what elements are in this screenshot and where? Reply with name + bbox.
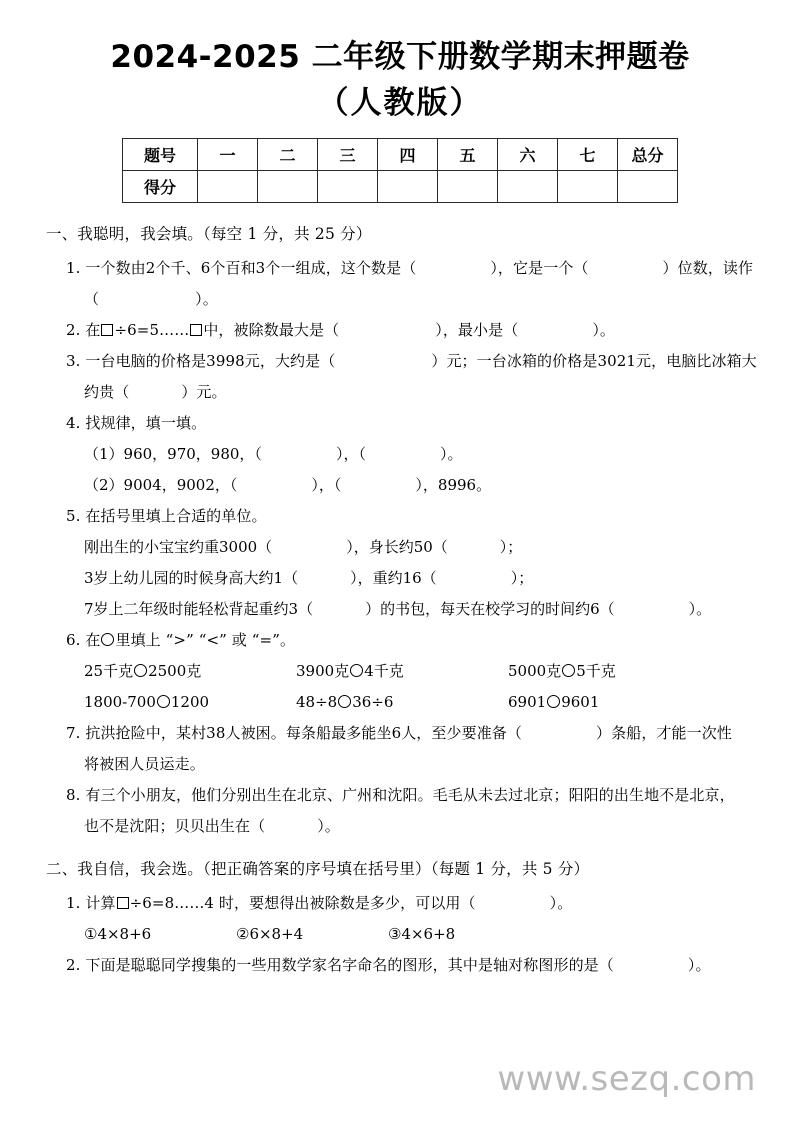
score-table-col-total: 总分 (618, 139, 678, 171)
question-1-1-line2 (84, 284, 764, 315)
compare-item (508, 656, 720, 687)
question-2-1-text-a: 1. 计算 (66, 894, 116, 912)
section-heading-2: 二、我自信，我会选。（把正确答案的序号填在括号里）（每题 1 分，共 5 分） (46, 860, 590, 878)
question-1-2-text-d: ），最小是（ (435, 321, 519, 339)
table-row-question-numbers (123, 139, 678, 171)
score-table-container (0, 138, 800, 203)
compare-left: 5000克 (508, 662, 562, 680)
empty-circle-icon[interactable] (350, 664, 363, 677)
score-cell-6[interactable] (498, 171, 558, 203)
question-1-4 (66, 408, 764, 439)
empty-box-icon (101, 324, 113, 336)
title-line-2: （人教版） (317, 85, 483, 121)
compare-right: 2500克 (148, 662, 202, 680)
question-1-2-text-e: ）。 (592, 321, 616, 339)
exam-content (0, 221, 800, 981)
question-1-6 (66, 625, 764, 656)
question-1-5-sub1-a: 刚出生的小宝宝约重3000（ (84, 538, 273, 556)
score-table-col-2: 二 (258, 139, 318, 171)
question-1-2-text-b: ÷6=5…… (114, 321, 190, 339)
question-1-4-sub1-b: ），（ (335, 445, 366, 463)
question-1-1 (66, 253, 764, 315)
compare-item (84, 687, 296, 718)
compare-right: 1200 (170, 693, 210, 711)
question-2-1-text-c: ）。 (549, 894, 573, 912)
compare-item (508, 687, 720, 718)
question-1-7-text-b: ）条船，才能一次性 (596, 724, 732, 742)
score-cell-1[interactable] (198, 171, 258, 203)
compare-item (296, 687, 508, 718)
score-table (122, 138, 678, 203)
question-1-4-sub1-a: （1）960，970，980，（ (84, 445, 262, 463)
empty-circle-icon[interactable] (157, 695, 170, 708)
choice-option-1[interactable]: ①4×8+6 (84, 925, 152, 943)
compare-item (84, 656, 296, 687)
question-1-6-row-2 (84, 687, 764, 718)
question-1-1-text-d: （ (84, 290, 100, 308)
question-1-2-text-a: 2. 在 (66, 321, 101, 339)
question-1-6-row-1 (84, 656, 764, 687)
question-2-2-text-b: ）。 (687, 956, 711, 974)
question-2-2 (66, 950, 764, 981)
question-2-1-choices (84, 919, 764, 950)
question-1-4-heading: 4. 找规律，填一填。 (66, 414, 207, 432)
question-1-3-text-d: ）元。 (181, 383, 227, 401)
page-title (0, 0, 800, 126)
question-1-5-sub1-b: ），身长约50（ (346, 538, 448, 556)
question-1-1-text-b: ），它是一个（ (490, 259, 589, 277)
question-1-3-text-a: 3. 一台电脑的价格是3998元，大约是（ (66, 352, 336, 370)
score-table-row-label-score: 得分 (123, 171, 198, 203)
title-line-1: 2024-2025 二年级下册数学期末押题卷 (110, 39, 690, 75)
question-1-7 (66, 718, 764, 780)
question-1-4-sub1-c: ）。 (439, 445, 463, 463)
choice-option-2[interactable]: ②6×8+4 (236, 925, 304, 943)
question-1-3-line2 (84, 377, 764, 408)
compare-right: 5千克 (576, 662, 616, 680)
question-1-5-sub-3 (84, 594, 764, 625)
score-table-col-4: 四 (378, 139, 438, 171)
question-1-4-sub2-c: ），8996。 (415, 476, 492, 494)
question-1-5-sub-1 (84, 532, 764, 563)
question-1-8 (66, 780, 764, 842)
table-row-scores (123, 171, 678, 203)
score-cell-7[interactable] (558, 171, 618, 203)
question-1-5-sub3-c: ）。 (688, 600, 712, 618)
score-table-col-6: 六 (498, 139, 558, 171)
question-1-8-text-b: 也不是沈阳；贝贝出生在（ (84, 817, 266, 835)
score-cell-3[interactable] (318, 171, 378, 203)
score-cell-2[interactable] (258, 171, 318, 203)
question-1-4-sub-2 (84, 470, 764, 501)
question-1-2-text-c: 中，被除数最大是（ (203, 321, 340, 339)
empty-circle-icon[interactable] (338, 695, 351, 708)
empty-box-icon (190, 324, 202, 336)
question-2-2-text-a: 2. 下面是聪聪同学搜集的一些用数学家名字命名的图形，其中是轴对称图形的是（ (66, 956, 614, 974)
question-1-6-heading-b: 里填上 “>” “<” 或 “=”。 (115, 631, 296, 649)
score-table-col-7: 七 (558, 139, 618, 171)
question-1-4-sub2-a: （2）9004，9002，（ (84, 476, 238, 494)
question-1-5-sub-2 (84, 563, 764, 594)
empty-circle-icon[interactable] (547, 695, 560, 708)
score-table-col-1: 一 (198, 139, 258, 171)
question-2-1-text-b: ÷6=8……4 时，要想得出被除数是多少，可以用（ (129, 894, 476, 912)
question-1-4-sub2-b: ），（ (311, 476, 342, 494)
score-cell-total[interactable] (618, 171, 678, 203)
question-1-5-sub3-b: ）的书包，每天在校学习的时间约6（ (365, 600, 615, 618)
empty-circle-icon[interactable] (134, 664, 147, 677)
watermark: www.sezq.com (497, 1059, 756, 1099)
score-table-row-label-question: 题号 (123, 139, 198, 171)
question-1-5-sub2-c: ）； (510, 569, 534, 587)
section-heading-1: 一、我聪明，我会填。（每空 1 分，共 25 分） (46, 225, 372, 243)
compare-item (296, 656, 508, 687)
question-1-5-sub2-b: ），重约16（ (350, 569, 437, 587)
compare-right: 36÷6 (352, 693, 394, 711)
question-1-3-text-b: ）元；一台冰箱的价格是3021元，电脑比冰箱大 (431, 352, 757, 370)
compare-right: 9601 (561, 693, 600, 711)
question-1-5-sub2-a: 3岁上幼儿园的时候身高大约1（ (84, 569, 299, 587)
choice-option-3[interactable]: ③4×6+8 (388, 925, 456, 943)
question-1-3-text-c: 约贵（ (84, 383, 130, 401)
question-1-1-text-e: ）。 (195, 290, 218, 308)
question-1-8-text-a: 8. 有三个小朋友，他们分别出生在北京、广州和沈阳。毛毛从未去过北京；阳阳的出生地不是北京， (66, 786, 735, 804)
compare-left: 3900克 (296, 662, 350, 680)
question-1-2 (66, 315, 764, 346)
question-1-5 (66, 501, 764, 532)
score-table-col-3: 三 (318, 139, 378, 171)
question-1-8-text-c: ）。 (317, 817, 340, 835)
compare-left: 25千克 (84, 662, 134, 680)
compare-left: 6901 (508, 693, 547, 711)
question-1-8-line2 (84, 811, 764, 842)
compare-left: 1800-700 (84, 693, 156, 711)
question-1-1-text-c: ）位数，读作 (662, 259, 754, 277)
question-1-5-heading: 5. 在括号里填上合适的单位。 (66, 507, 267, 525)
score-cell-4[interactable] (378, 171, 438, 203)
question-1-3 (66, 346, 764, 408)
question-1-4-sub-1 (84, 439, 764, 470)
question-1-7-text-a: 7. 抗洪抢险中，某村38人被困。每条船最多能坐6人，至少要准备（ (66, 724, 523, 742)
score-table-col-5: 五 (438, 139, 498, 171)
score-cell-5[interactable] (438, 171, 498, 203)
question-1-5-sub3-a: 7岁上二年级时能轻松背起重约3（ (84, 600, 314, 618)
compare-right: 4千克 (364, 662, 404, 680)
empty-circle-icon[interactable] (562, 664, 575, 677)
question-2-1 (66, 888, 764, 919)
compare-left: 48÷8 (296, 693, 338, 711)
question-1-7-line2: 将被困人员运走。 (84, 755, 205, 773)
empty-box-icon (117, 897, 129, 909)
question-1-1-text-a: 1. 一个数由2个千、6个百和3个一组成，这个数是（ (66, 259, 417, 277)
empty-circle-icon (101, 633, 114, 646)
question-1-5-sub1-c: ）； (499, 538, 523, 556)
question-1-6-heading-a: 6. 在 (66, 631, 101, 649)
